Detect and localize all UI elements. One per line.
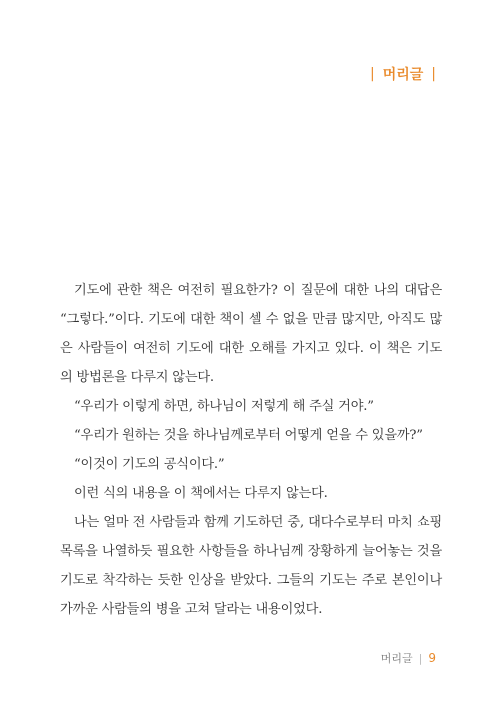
page-footer xyxy=(381,650,436,666)
footer-section-label: 머리글 xyxy=(380,652,413,665)
paragraph: 기도에 관한 책은 여전히 필요한가? 이 질문에 대한 나의 대답은 “그렇다.”이다. 기도에 대한 책이 셀 수 없을 만큼 많지만, 아직도 많은 사람들이 여전히 기도에 대한 오해를 가지고 있다. 이 책은 기도의 방법론을 다루지 않는다. xyxy=(60,283,442,385)
paragraph: “우리가 원하는 것을 하나님께로부터 어떻게 얻을 수 있을까?” xyxy=(74,428,423,443)
header-bar-left: | xyxy=(369,66,375,82)
footer-separator: | xyxy=(418,651,423,665)
page-number: 9 xyxy=(428,651,436,665)
paragraph: “우리가 이렇게 하면, 하나님이 저렇게 해 주실 거야.” xyxy=(74,399,374,414)
header-bar-right: | xyxy=(431,66,436,82)
body-text xyxy=(60,276,442,624)
paragraph: 나는 얼마 전 사람들과 함께 기도하던 중, 대다수로부터 마치 쇼핑 목록을 나열하듯 필요한 사항들을 하나님께 장황하게 늘어놓는 것을 기도로 착각하는 듯한 인상을 받았다. 그들의 기도는 주로 본인이나 가까운 사람들의 병을 고쳐 달라는 내용이었다. xyxy=(60,515,442,617)
paragraph: “이것이 기도의 공식이다.” xyxy=(74,457,225,472)
paragraph: 이런 식의 내용을 이 책에서는 다루지 않는다. xyxy=(74,486,328,501)
section-header xyxy=(370,64,436,84)
section-title: 머리글 xyxy=(382,67,424,83)
